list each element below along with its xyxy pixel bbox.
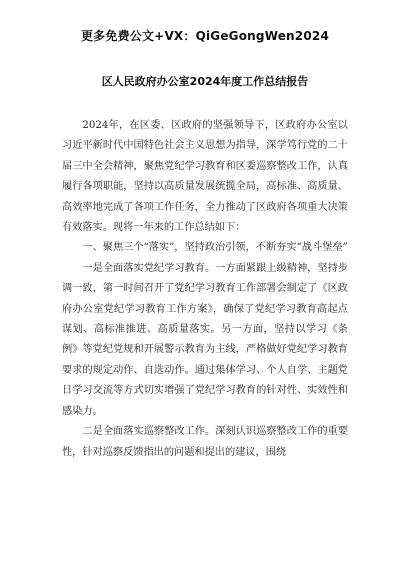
document-title: 区人民政府办公室2024年度工作总结报告	[101, 75, 309, 88]
body-paragraph-2: 二是全面落实巡察整改工作。深刻认识巡察整改工作的重要性，针对巡察反馈指出的问题和提出的建议，围绕	[62, 426, 348, 458]
body-paragraph-1: 一是全面落实党纪学习教育。一方面紧跟上级精神，坚持步调一致，第一时间召开了党纪学习教育工作部署会制定了《区政府办公室党纪学习教育工作方案》，确保了党纪学习教育高起点谋划、高标准推进、高质量落实。另一方面，坚持以学习《条例》等党纪党规和开展警示教育为主线，严格做好党纪学习教育要求的规定动作、自选动作。通过集体学习、个人自学、主题党日学习交流等方式切实增强了党纪学习教育的针对性、实效性和感染力。	[62, 262, 348, 417]
document-body	[62, 116, 348, 463]
intro-paragraph: 2024年，在区委、区政府的坚强领导下，区政府办公室以习近平新时代中国特色社会主义思想为指导，深学笃行党的二十届三中全会精神，聚焦党纪学习教育和区委巡察整改工作，认真履行各项职能，坚持以高质量发展统揽全局，高标准、高质量、高效率地完成了各项工作任务，全力推动了区政府各项重大决策有效落实。现将一年来的工作总结如下：	[62, 120, 348, 234]
section-heading-1: 一、聚焦三个“落实”，坚持政治引领，不断夯实“战斗堡垒”	[82, 242, 348, 254]
promo-banner-text: 更多免费公文+VX：QiGeGongWen2024	[80, 29, 329, 43]
